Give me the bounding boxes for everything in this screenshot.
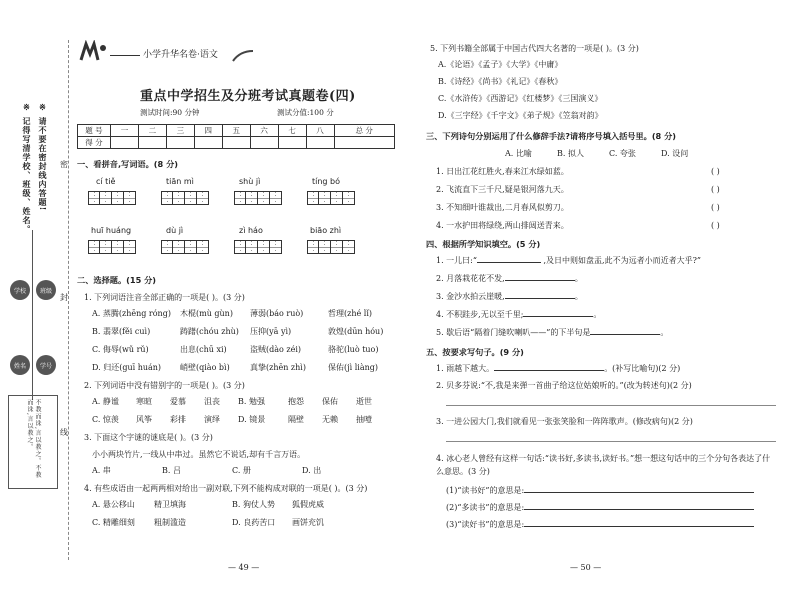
q5-sub-1 [446,486,754,496]
option-text: C. 精雕细刻 [92,518,135,527]
option-text: A. 串 [92,466,111,475]
notice-1: ※ 请不要在密封线内答题! [38,103,48,212]
option-text: 狐假虎威 [292,500,324,509]
pinyin-text: cí tiě [96,177,116,186]
page-number-left: — 49 — [228,563,260,572]
option-text: C. 夸张 [609,149,636,158]
poem-line: 3. 不知细叶谁裁出,二月春风似剪刀。 [436,203,569,212]
writing-grid[interactable] [307,240,367,254]
option-text: 抽噎 [356,415,372,424]
poem-line: 1. 日出江花红胜火,春来江水绿如蓝。 [436,167,569,176]
score-row-label: 得 分 [78,137,111,149]
option-text[interactable]: A.《论语》《孟子》《大学》《中庸》 [438,60,563,69]
pinyin-item [88,226,148,254]
option-row[interactable] [92,309,402,327]
option-row[interactable] [92,415,402,433]
header-rule-left [110,55,140,56]
q5-heading: 五、按要求写句子。(9 分) [426,347,524,357]
q5-stem: 1. 雨越下越大。 [436,364,495,373]
score-cell[interactable] [222,137,250,149]
q2-1-stem: 1. 下列词语注音全部正确的一项是( )。(3 分) [84,293,245,302]
score-cell[interactable] [334,137,395,149]
pinyin-row-1 [88,177,398,217]
option-text: 哲理(zhé lǐ) [328,309,373,318]
q5-item-4: 4. 冰心老人曾经有这样一句话:“读书好,多读书,读好书。”想一想这句话中的三个分句各表达了什么意思。(3 分) [436,454,771,476]
q5-item-3: 3. 一进公园大门,我们就看见一张张笑脸和一阵阵歌声。(修改病句)(2 分) [436,417,693,426]
option-text: D. 设问 [661,149,689,158]
answer-blank[interactable] [524,526,754,527]
fill-prefix: 4. 不积跬步,无以至千里; [436,310,524,319]
sub-label: (2)“多读书”的意思是: [446,503,525,512]
option-text: B. 狗仗人势 [232,500,275,509]
writing-grid[interactable] [161,240,221,254]
option-row[interactable] [92,500,402,518]
score-cell[interactable] [166,137,194,149]
q2-2-stem: 2. 下列词语中没有错别字的一项是( )。(3 分) [84,381,245,390]
option-text: C. 惊羡 [92,415,119,424]
option-text: B. 吕 [162,466,181,475]
option-text: A. 蒸腾(zhēng róng) [92,309,171,318]
option-text: D. 镜景 [238,415,266,424]
option-text[interactable]: B.《诗经》《尚书》《礼记》《春秋》 [438,77,563,86]
answer-blank[interactable] [524,509,754,510]
score-head: 题 号 [78,125,111,137]
fill-suffix: 。 [660,328,669,337]
page-title: 重点中学招生及分班考试真题卷(四) [140,89,356,104]
q2-5-stem: 5. 下列书籍全部属于中国古代四大名著的一项是( )。(3 分) [430,44,639,53]
option-text: 风筝 [136,415,152,424]
option-text: 隔壁 [288,415,304,424]
score-col-5: 五 [222,125,250,137]
fill-suffix: 。 [574,274,583,283]
option-text: 保佑(jì liàng) [328,363,378,372]
pinyin-text: biāo zhì [310,226,342,235]
option-text: D. 归还(guī huán) [92,363,162,372]
stamp-name: 姓名 [10,355,30,375]
fill-item [436,254,776,272]
score-cell[interactable] [111,137,139,149]
seal-mi: 密 [60,160,68,169]
option-text[interactable]: D.《三字经》《千字文》《弟子规》《笠翁对韵》 [438,111,603,120]
list-item [436,183,776,201]
q1-heading: 一、看拼音,写词语。(8 分) [77,159,179,169]
stamp-class: 班级 [36,280,56,300]
score-col-total: 总 分 [334,125,395,137]
writing-grid[interactable] [161,191,221,205]
q5-suffix: 。(补写比喻句)(2 分) [604,364,681,373]
pinyin-item [161,226,221,254]
option-text: A. 静谧 [92,397,119,406]
writing-grid[interactable] [88,191,148,205]
score-col-3: 三 [166,125,194,137]
score-cell[interactable] [194,137,222,149]
q2-1-options [92,309,402,381]
option-text: 盗贼(dào zéi) [250,345,301,354]
fill-suffix: ,及日中则如盘盂,此不为远者小而近者大乎?” [540,256,701,265]
sub-label: (1)“读书好”的意思是: [446,486,525,495]
option-text: 抱怨 [288,397,304,406]
list-item [436,219,776,237]
pinyin-item [234,226,294,254]
score-cell[interactable] [138,137,166,149]
option-text: 压抑(yā yì) [250,327,292,336]
option-text[interactable]: C.《水浒传》《西游记》《红楼梦》《三国演义》 [438,94,603,103]
motto-text: 不教而诛,言以教之。不教而诛,言以教之。 [26,399,41,479]
q5-sub-2 [446,503,754,513]
answer-blank[interactable] [524,492,754,493]
q3-heading: 三、下列诗句分别运用了什么修辞手法?请将序号填入括号里。(8 分) [426,131,677,141]
q2-4-options [92,500,402,536]
score-col-4: 四 [194,125,222,137]
poem-line: 4. 一水护田将绿绕,两山排闼送青来。 [436,221,569,230]
pinyin-item [88,177,148,205]
q2-3-riddle: 小小两块竹片,一线从中串过。虽然它不说话,却有千言万语。 [92,450,306,459]
q2-heading: 二、选择题。(15 分) [77,275,157,285]
q2-3-stem: 3. 下面这个字谜的谜底是( )。(3 分) [84,433,213,442]
score-table [77,124,395,149]
answer-line[interactable] [446,404,776,406]
fill-prefix: 5. 歇后语“隔着门缝吹喇叭——”的下半句是 [436,328,591,337]
option-text: 爱慕 [170,397,186,406]
stamp-school: 学校 [10,280,30,300]
q5-item-2: 2. 贝多芬说:“不,我是来弹一首曲子给这位姑娘听的。”(改为转述句)(2 分) [436,381,692,390]
exam-time: 测试时间:90 分钟 [140,108,200,117]
fill-item [436,308,776,326]
score-col-1: 一 [111,125,139,137]
option-text: 演绎 [204,415,220,424]
q3-list [436,165,776,237]
option-row[interactable] [92,397,402,415]
header-series: 小学升华名卷·语文 [143,50,218,60]
pinyin-text: tíng bó [312,177,341,186]
option-text: D. 出 [302,466,322,475]
writing-grid[interactable] [307,191,367,205]
fill-item [436,290,776,308]
option-text: A. 悬公移山 [92,500,135,509]
option-text: C. 侮辱(wǔ rǔ) [92,345,149,354]
stamp-number: 学号 [36,355,56,375]
option-text: 画饼充饥 [292,518,324,527]
q2-4-stem: 4. 有些成语由一起两两相对给出一副对联,下列不能构成对联的一项是( )。(3 分) [84,484,368,493]
pinyin-item [161,177,221,205]
option-text: C. 册 [232,466,251,475]
answer-blank[interactable] [494,370,604,371]
page-number-right: — 50 — [570,563,602,572]
option-text: B. 翡翠(fěi cuì) [92,327,151,336]
fill-prefix: 1. 一儿曰:“ [436,256,477,265]
q2-5-options [438,60,778,128]
option-text: 踌躇(chóu zhù) [180,327,239,336]
fill-blank[interactable] [505,280,575,281]
pinyin-item [307,226,367,254]
score-col-7: 七 [278,125,306,137]
option-text: 木棍(mù gùn) [180,309,233,318]
option-text: 无赖 [322,415,338,424]
q4-list [436,254,776,344]
poem-line: 2. 飞流直下三千尺,疑是银河落九天。 [436,185,569,194]
option-text: 彩排 [170,415,186,424]
answer-paren[interactable]: ( ) [711,185,720,194]
score-cell[interactable] [306,137,334,149]
q2-3-options[interactable] [92,466,402,480]
seal-feng: 封 [60,293,68,302]
answer-line[interactable] [446,440,776,442]
answer-paren[interactable]: ( ) [711,221,720,230]
fill-blank[interactable] [523,316,593,317]
fill-item [436,272,776,290]
motto-box [8,395,58,489]
option-text: 出息(chū xi) [180,345,227,354]
score-cell[interactable] [250,137,278,149]
option-text: 真挚(zhēn zhì) [250,363,306,372]
seal-dashed-line [68,40,70,560]
score-col-2: 二 [138,125,166,137]
seal-xian: 线 [60,428,68,437]
option-text: 精卫填海 [154,500,186,509]
option-text: 敦煌(dūn hóu) [328,327,384,336]
score-col-8: 八 [306,125,334,137]
fill-blank[interactable] [505,298,575,299]
fill-blank[interactable] [590,334,660,335]
pinyin-item [234,177,294,205]
option-text: 峭壁(qiào bì) [180,363,230,372]
option-text: A. 比喻 [505,149,532,158]
q5-sub-3 [446,520,754,530]
option-text: 薄弱(báo ruò) [250,309,304,318]
option-text: B. 拟人 [557,149,584,158]
pinyin-text: huī huáng [91,226,132,235]
pinyin-text: dù jì [166,226,184,235]
option-row[interactable] [92,363,402,381]
answer-paren[interactable]: ( ) [711,203,720,212]
option-text: 沮丧 [204,397,220,406]
writing-grid[interactable] [234,240,294,254]
writing-grid[interactable] [88,240,148,254]
q5-item-1 [436,364,680,374]
option-row[interactable] [92,327,402,345]
option-text: B. 勉强 [238,397,265,406]
q3-options [505,149,745,161]
pinyin-row-2 [88,226,398,266]
sub-label: (3)“读好书”的意思是: [446,520,525,529]
q2-2-options [92,397,402,433]
writing-grid[interactable] [234,191,294,205]
option-text: 骆驼(luò tuo) [328,345,379,354]
option-text: D. 良药苦口 [232,518,276,527]
option-text: 粗制滥造 [154,518,186,527]
score-col-6: 六 [250,125,278,137]
pinyin-text: zì háo [239,226,263,235]
list-item [436,165,776,183]
option-row[interactable] [92,518,402,536]
q4-heading: 四、根据所学知识填空。(5 分) [426,239,541,249]
logo-icon [78,40,108,64]
option-text: 寒暄 [136,397,152,406]
list-item [436,201,776,219]
pinyin-text: shù jì [239,177,261,186]
option-row[interactable] [92,345,402,363]
option-text: 逝世 [356,397,372,406]
score-cell[interactable] [278,137,306,149]
fill-suffix: 。 [593,310,602,319]
fill-item [436,326,776,344]
notice-2: ※ 记得写清学校、班级、姓名。 [22,103,32,234]
fill-prefix: 3. 金沙水拍云崖暖, [436,292,505,301]
pinyin-item [307,177,367,205]
option-text: 保佑 [322,397,338,406]
fill-suffix: 。 [574,292,583,301]
answer-paren[interactable]: ( ) [711,167,720,176]
side-margin [0,0,68,589]
fill-prefix: 2. 月落栽花花不发, [436,274,505,283]
fill-blank[interactable] [477,262,541,263]
brush-icon [232,48,254,62]
binding-line [32,230,33,400]
exam-score: 测试分值:100 分 [277,108,334,117]
pinyin-text: tiān mì [166,177,194,186]
